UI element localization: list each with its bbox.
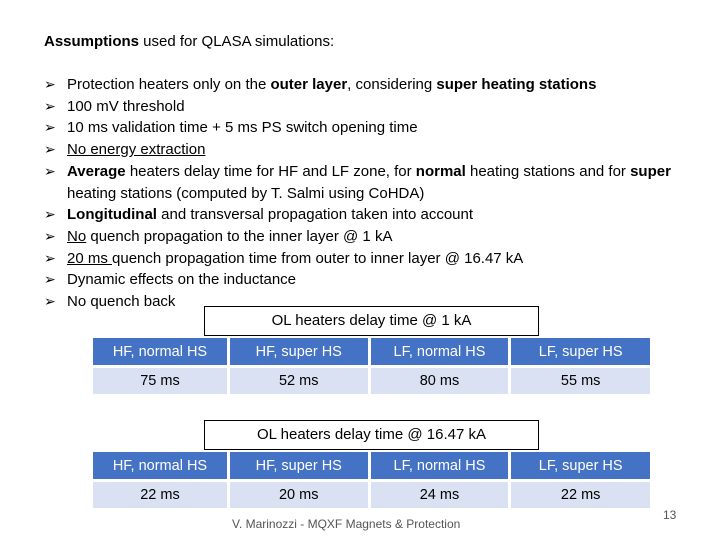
page-number: 13 <box>663 508 677 522</box>
table1-value: 52 ms <box>228 367 369 395</box>
arrow-bullet-icon: ➢ <box>44 249 56 266</box>
table2-header: LF, normal HS <box>369 452 510 481</box>
slide-title <box>44 33 334 50</box>
table1-value: 80 ms <box>369 367 510 395</box>
table2-title: OL heaters delay time @ 16.47 kA <box>204 420 539 450</box>
table1-header: LF, normal HS <box>369 338 510 367</box>
heater-delay-table-16kA <box>93 452 650 508</box>
assumption-list <box>44 74 714 313</box>
table1-header: LF, super HS <box>510 338 650 367</box>
bullet-8: ➢ 20 ms quench propagation time from outer to inner layer @ 16.47 kA <box>44 248 714 270</box>
table1-value: 55 ms <box>510 367 650 395</box>
table2-value: 24 ms <box>369 481 510 509</box>
table1-title: OL heaters delay time @ 1 kA <box>204 306 539 336</box>
table1-value: 75 ms <box>93 367 228 395</box>
arrow-bullet-icon: ➢ <box>44 271 56 288</box>
bullet-5: ➢ Average heaters delay time for HF and LF zone, for normal heating stations and for super heating stations (computed by T. Salmi using CoHDA) <box>44 162 671 202</box>
table2-value: 22 ms <box>93 481 228 509</box>
bullet-2: ➢ 100 mV threshold <box>44 96 714 118</box>
footer-text: V. Marinozzi - MQXF Magnets & Protection <box>232 517 461 531</box>
table2-header: LF, super HS <box>510 452 650 481</box>
arrow-bullet-icon: ➢ <box>44 162 56 179</box>
arrow-bullet-icon: ➢ <box>44 206 56 223</box>
table1-header: HF, normal HS <box>93 338 228 367</box>
table2-value: 22 ms <box>510 481 650 509</box>
arrow-bullet-icon: ➢ <box>44 293 56 310</box>
bullet-6: ➢ Longitudinal and transversal propagation taken into account <box>44 204 714 226</box>
bullet-9: ➢ Dynamic effects on the inductance <box>44 269 714 291</box>
title-rest: used for QLASA simulations: <box>139 33 335 50</box>
table2-header: HF, normal HS <box>93 452 228 481</box>
title-bold: Assumptions <box>44 33 140 50</box>
bullet-3: ➢ 10 ms validation time + 5 ms PS switch opening time <box>44 117 714 139</box>
table1-header: HF, super HS <box>228 338 369 367</box>
arrow-bullet-icon: ➢ <box>44 97 56 114</box>
heater-delay-table-1kA <box>93 338 650 394</box>
arrow-bullet-icon: ➢ <box>44 119 56 136</box>
table2-header: HF, super HS <box>228 452 369 481</box>
bullet-1: ➢ Protection heaters only on the outer layer, considering super heating stations <box>44 74 714 96</box>
table2-value: 20 ms <box>228 481 369 509</box>
arrow-bullet-icon: ➢ <box>44 141 56 158</box>
bullet-7: ➢ No quench propagation to the inner layer @ 1 kA <box>44 226 714 248</box>
arrow-bullet-icon: ➢ <box>44 76 56 92</box>
arrow-bullet-icon: ➢ <box>44 227 56 244</box>
bullet-4: ➢ No energy extraction <box>44 139 714 161</box>
bullet-10: ➢ No quench back <box>44 291 714 313</box>
